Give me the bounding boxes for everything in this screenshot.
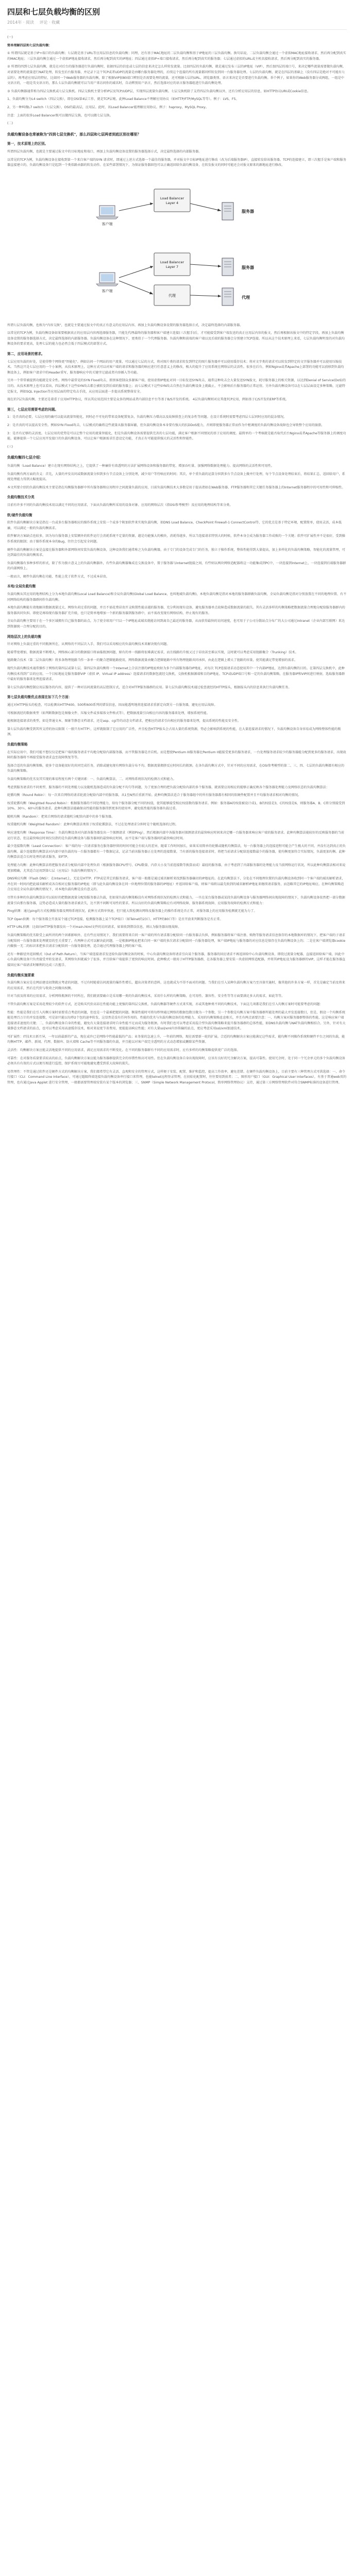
subheading: 软/硬件负载均衡 bbox=[7, 513, 32, 517]
article-title: 四层和七层负载均衡的区别 bbox=[7, 7, 100, 16]
paragraph: 负载均衡（Load Balance）建立在现有网络结构之上，它提供了一种廉价有效透明的方法扩展网络设备和服务器的带宽、增加吞吐量、加强网络数据处理能力、提高网络的灵活性和可用性。 bbox=[7, 464, 274, 468]
paragraph: 本地负载均衡能有效地解决数据流量过大、网络负荷过重的问题，并且不需花费昂贵开支购置性能卓越的服务器，充分利用现有设备，避免服务器单点故障造成数据流量的损失。其有灵活多样的均衡策略把数据流量合理地分配给服务器群内的服务器共同负担。即使是再给现有服务器扩充升级，也只是简单地增加一个新的服务器到服务群中，而不需改变现有网络结构、停止现有的服务。 bbox=[7, 606, 345, 615]
proxy-box-label: 代理 bbox=[168, 293, 176, 298]
subtitle: 简单理解四层和七层负载均衡： bbox=[7, 43, 52, 47]
paragraph: 软件负载均衡解决方案是指在一台或多台服务器相应的操作系统上安装一个或多个附加软件来实现负载均衡，如DNS Load Balance，CheckPoint Firewall-1 ConnectControl等，它的优点是基于特定环境，配置简单，使用灵活，成本低廉，可以满足一般的负载均衡需求。 bbox=[7, 521, 342, 530]
paragraph: 目前有许多不同的负载均衡技术用以满足不同的应用需求，下面从负载均衡所采用的设备对象、应用的网络层次（指OSI参考模型）及应用的地理结构等来分类。 bbox=[7, 503, 233, 507]
subheading: 本地/全局负载均衡 bbox=[7, 584, 36, 589]
paragraph: 随机均衡（Random）：把来自网络的请求随机分配给内部中的多个服务器。 bbox=[7, 815, 115, 819]
paragraph: 权重随机均衡（Weighted Random）：此种均衡算法类似于权重轮循算法，不过在处理请求分担时是个随机选择的过程。 bbox=[7, 823, 179, 827]
article-content bbox=[7, 35, 347, 1086]
server-icon bbox=[222, 288, 233, 306]
subheading: 第一，技术原理上的区别。 bbox=[7, 142, 48, 146]
paragraph: 考虑到服务请求的不同类型、服务器的不同处理能力以及随机选择造成的负载分配不均匀等问题，为了更加合理的把负载分配给内部的多个服务器，就需要应用相应的能够正确反映各个服务器处理能力及网络状态的负载均衡算法： bbox=[7, 785, 329, 789]
paragraph: 随着带宽增加，数据流量不断增大，网络核心部分的数据接口将面临瓶颈问题，原有的单一线路将很难满足需求，而且线路的升级又过于昂贵甚至难以实现，这时就可以考虑采用链路聚合（Trunking）技术。 bbox=[7, 650, 298, 654]
subheading: 第三，七层应用需要考虑的问题。 bbox=[7, 407, 58, 412]
paragraph: 以常见的TCP为例，负载均衡设备在接收到第一个来自客户端的SYN 请求时，即通过上述方式选择一个最佳的服务器，并对报文中目标IP地址进行修改（改为后端服务器IP），直接转发给该服务器。TCP的连接建立，即三次握手是客户端和服务器直接建立的，负载均衡设备只是起到一个类似路由器的转发动作。在某些部署情况下，为保证服务器回包可以正确返回给负载均衡设备，在转发报文的同时可能还会对报文原来的源地址进行修改。 bbox=[7, 158, 346, 167]
paragraph: 负载均衡策略的优劣除受上面所讲的两个因素影响外，在有些应用情况下，我们需要将来自同一客户端的所有请求都分配给同一台服务器去负担，例如服务器将客户端注册、购物等服务请求信息保存的本地数据库的情况下，把客户端的子请求分配给同一台服务器来处理就显的至关重要了。有两种方式可以解决此问题，一是根据IP地址把来自同一客户端的多次请求分配给同一台服务器处理，客户端IP地址与服务器的对应信息是保存在负载均衡设备上的；二是在客户端浏览器cookie内做独一无二的标识来把多次请求分配给同一台服务器处理，适合通过代理服务器上网的客户端。 bbox=[7, 933, 346, 948]
meta-date: 2014年 · 阅读 bbox=[7, 20, 34, 25]
laptop-icon bbox=[96, 273, 118, 286]
paragraph: 1：是否真的必要，七层应用的确可以提高流量智能化，同时必不可免的带来设备配置复杂，负载均衡压力增高以及故障排查上的复杂性等问题。在设计系统时需要考虑四层七层同时应用的混杂情况。 bbox=[7, 415, 287, 419]
article-meta bbox=[7, 20, 347, 25]
paragraph: 灵活性：均衡解决方案应能灵活地提供不同的应用需求，满足应用需求的不断变化。在不同的服务器群有不同的应用需求时，应有多样的均衡策略提供更广泛的选择。 bbox=[7, 1048, 240, 1053]
paragraph: 可扩展性：IT技术日新月异，一年以前最新的产品，现在或许已是网络中性能最低的产品；业务量的急速上升，一年前的网络，现在需要新一轮的扩展。合适的均衡解决方案应能满足这些需求，能均衡不同操作系统和硬件平台之间的负载，能均衡HTTP、邮件、新闻、代理、数据库、防火墙和 Cache等不同服务器的负载，并且能以对客户端完全透明的方式动态增加或删除某些资源。 bbox=[7, 1035, 345, 1044]
l7-diagram bbox=[7, 241, 347, 318]
paragraph: 负载均衡从其应用的地理结构上分为本地负载均衡(Local Load Balance)和全局负载均衡(Global Load Balance，也叫地域负载均衡)，本地负载均衡是指对本地的服务器群做负载均衡，全局负载均衡是指对分别放置在不同的地理位置、有不同网络结构的服务器群间作负载均衡。 bbox=[7, 592, 347, 602]
paragraph: 七层应用负载的好处，是使得整个网络更"智能化"。例如访问一个网站的用户流量，可以通过七层的方式，将对图片类的请求转发到特定的图片服务器并可以使用缓存技术；将对文字类的请求可以转发到特定的文字服务器并可以使用压缩技术。当然这只是七层应用的一个小案例，从技术原理上，这种方式可以对客户端的请求和服务器的响应进行任意意义上的修改，极大的提升了应用系统在网络层的灵活性。很多在后台，例如Nginx或者Apache上部署的功能可以前移到负载均衡设备上，例如客户请求中的Header重写，服务器响应中的关键字过滤或者内容插入等功能。 bbox=[7, 360, 344, 375]
paragraph: 1、负载均衡分为L4 switch（四层交换），即在OSI第4层工作，就是TCP层啦。此种Load Balance不理解应用协议（如HTTP/FTP/MySQL等等）。例子：LVS，F5。 bbox=[7, 97, 239, 101]
paragraph: 链路聚合技术（第二层负载均衡）将多条物理链路当作一条单一的聚合逻辑链路使用，网络数据流量由聚合逻辑链路中所有物理链路共同承担，由此在逻辑上增大了链路的容量，使其能满足带宽增加的需求。 bbox=[7, 658, 298, 663]
subheading: 负载均衡实施要素 bbox=[7, 973, 35, 977]
paragraph: 轮循均衡（Round Robin）：每一次来自网络的请求轮流分配给内部中的服务器，从1至N然后重新开始。此种均衡算法适合于服务器组中的所有服务器都有相同的软硬件配置并且平均服务请求相对均衡的情况。 bbox=[7, 793, 301, 798]
paragraph: 注意：上面的很多Load Balancer既可以做四层交换，也可以做七层交换。 bbox=[7, 113, 113, 117]
paragraph: DNS响应均衡（Flash DNS）：在Internet上，无论是HTTP、FTP或是其它的服务请求，客户端一般都是通过域名解析来找到服务器确切的IP地址的。在此均衡算法下，分处在不同地理位置的负载均衡设备收到同一个客户端的域名解析请求，并在同一时间内把此域名解析成各自相对应服务器的IP地址（即与此负载均衡设备在同一位地理位置的服务器的IP地址）并返回给客户端，则客户端将以最先收到的域名解析IP地址来继续请求服务，而忽略其它的IP地址响应。在种均衡策略适合应用在全局负载均衡的情况下，对本地负载均衡是没有意义的。 bbox=[7, 877, 345, 892]
paragraph: 针对当前及将来的应用需求，分析网络瓶颈的不同所在，我们就需要确立是采用哪一类的负载均衡技术，采用什么样的均衡策略，在可用性、兼容性、安全性等等方面要满足多大的需求，如此等等。 bbox=[7, 994, 285, 998]
paragraph: 可靠性：在对服务质量要求较高的站点，负载均衡解决方案应能为服务器群提供完全的容错性和高可用性。但在负载均衡设备自身出现故障时，应该有良好的冗余解决方案，提高可靠性。使用冗余时，处于同一个冗余单元的多个负载均衡设备必须具有有效的方式以便互相进行监控，保护系统尽可能地避免遭受到重大故障的损失。 bbox=[7, 1056, 345, 1066]
paragraph: 另外一个常常被提到功能就是安全性。网络中最常见的SYN Flood攻击，即黑客控制众多源客户端，使用虚假IP地址对同一目标发送SYN攻击，通常这种攻击会大量发送SYN报文，耗尽服务器上的相关资源，以达到Denial of Service(DoS)的目的。从技术原理上也可以看出，四层模式下这些SYN攻击都会被转发到后端的服务器上；而七层模式下这些SYN攻击自然在负载均衡设备上就截止，不会影响后台服务器的正常运营。另外负载均衡设备可以在七层层面设定多种策略，过滤特定报文，例如SQL Injection等应用层面的特定攻击手段，从应用层面进一步提高系统整体安全。 bbox=[7, 379, 346, 394]
load-balancer-box bbox=[154, 189, 190, 212]
paragraph: 硬件负载均衡解决方案是直接在服务器和外部网络间安装负载均衡设备，这种设备我们通常称之为负载均衡器，由于专门的设备完成专门的任务，独立于操作系统，整体性能得到大量提高，加上多样化的负载均衡策略，智能化的流量管理，可达到最佳的负载均衡需求。 bbox=[7, 548, 345, 557]
subheading: 负载均衡技术分类 bbox=[7, 495, 35, 500]
paragraph: ③ 负载均衡器通常称为四层交换机或七层交换机。四层交换机主要分析IP层及TCP/UDP层，实现四层流量负载均衡。七层交换机除了支持四层负载均衡以外，还有分析应用层的信息，如HTTP协议URI或Cookie信息。 bbox=[7, 89, 311, 93]
divider bbox=[7, 29, 347, 30]
client-label: 客户端 bbox=[102, 289, 112, 293]
server-icon bbox=[222, 202, 233, 220]
section-label: (三) bbox=[7, 445, 13, 449]
paragraph: 可根据流经的数据类型（如判断数据包是图像文件、压缩文件或多媒体文件格式等），把数据流量引向相应内容的服务器来处理，增加系统性能。 bbox=[7, 711, 210, 715]
paragraph: 现代负载均衡技术通常操作于网络的第四层或第七层。第四层负载均衡将一个Internet上合法注册的IP地址映射为多个内部服务器的IP地址，对每次 TCP连接请求动态使用其中一个内部IP地址，达到负载均衡的目的。在第四层交换机中，此种均衡技术得到广泛的应用，一个目标地址是服务器群VIP（虚拟 IP，Virtual IP address）连接请求的数据包流经交换机，交换机根据源端和目的IP地址、TCP或UDP端口号和一定的负载均衡策略，在服务器IP和VIP间进行映射，选取服务器群中最好的服务器来处理连接请求。 bbox=[7, 667, 345, 682]
meta-actions[interactable]: 评论 · 收藏 bbox=[39, 20, 60, 25]
paragraph: 所谓四层负载均衡，也就是主要通过报文中的目标地址和端口，再加上负载均衡设备设置的服务器选择方式，决定最终选择的内部服务器。 bbox=[7, 149, 202, 154]
client-label: 客户端 bbox=[102, 222, 112, 226]
subheading: 第七层负载均衡优点表现在如下几个方面： bbox=[7, 695, 72, 700]
paragraph: 软件解决方案缺点也较多，因为每台服务器上安装额外的软件运行会消耗系统不定量的资源，越是功能强大的模块，消耗得越多，所以当连接请求特别大的时候，软件本身会成为服务器工作成败的一个关键；软件可扩展性并不是很好，受到操作系统的限制；由于操作系统本身的Bug，往往会引起安全问题。 bbox=[7, 534, 345, 544]
paragraph: 第七层负载均衡受到其所支持的协议限制（一般只有HTTP），这样就限制了它应用的广泛性，并且检查HTTP报头会占用大量的系统资源，势必会影响到系统的性能，在大量连接请求的情况下，负载均衡设备自身容易成为网络整体性能的瓶颈。 bbox=[7, 727, 341, 737]
paragraph: 负载均衡有两方面的含义：首先，大量的并发访问或数据流量分担到多台节点设备上分别处理，减少用户等待响应的时间；其次，单个重负载的运算分担到多台节点设备上做并行处理，每个节点设备处理结束后，将结果汇总，返回给用户，系统处理能力得到大幅度提高。 bbox=[7, 472, 345, 482]
paragraph: 负载均衡器有多种多样的形式，除了作为独立意义上的负载均衡器外，有些负载均衡器集成在交换设备中，置于服务器与Internet链接之间，有些则以两块网络适配器将这一功能集成到PC中，一块连接到Internet上，一块连接到后端服务器群的内部网络上。 bbox=[7, 561, 346, 571]
paragraph: 易管理性：不管是通过软件还是硬件方式的均衡解决方案，我们都希望它有灵活、直观和安全的管理方式，这样便于安装、配置、维护和监控，提高工作效率，避免差错。在硬件负载均衡设备上，目前主要有三种管理方式可供选择：一、命令行接口（CLI：Command Line Interface），可通过超级终端连接负载均衡设备串行接口来管理，也能telnet远程登录管理，在初始化配置时，往往要用到前者；二、图形用户接口（GUI：Graphical User Interfaces），有基于普通web页的管理，也有通过Java Applet 进行安全管理，一般都需要管理端安装有某个版本的浏览器；三、SNMP（Simple Network Management Protocol，简单网络管理协议）支持，通过第三方网络管理软件对符合SNMP标准的设备进行管理。 bbox=[7, 1070, 347, 1085]
server-icon bbox=[222, 258, 233, 276]
paragraph: 性能：性能是我们在引入均衡方案时需要重点考虑的问题，但也是一个最难把握的问题。衡量性能时可将每秒钟通过网络的数据包数目做为一个参数，另一个参数是均衡方案中服务器群所能处理的最大并发连接数目，但是，假设一个均衡系统能处理百万计的并发连接数，可是却只能以每秒2个包的速率转发，这显然是没有任何作用的。性能的优劣与负载均衡设备的处理能力、采用的均衡策略息息相关，并且有两点需要注意：一、均衡方案对服务器群整体的性能，这是响应客户端连接请求速度的关键；二、负载均衡设备自身的性能，避免有大量连接请求时自身性能不足而成为服务瓶颈。有时我们也可以考虑采用混合型负载均衡策略来提升服务器群的总体性能，如DNS负载均衡与NAT负载均衡相结合。另外，针对有大量静态文档请求的站点，也可以考虑采用高速缓存技术，相对来说更节省费用，更能提高响应性能；对有大量ssl/xml内容传输的站点，更应考虑采用ssl/xml加速技术。 bbox=[7, 1010, 346, 1031]
paragraph: 权重轮循均衡（Weighted Round Robin）：根据服务器的不同处理能力，给每个服务器分配不同的权值，使其能够接受相应权值数的服务请求。例如：服务器A的权值被设计成1，B的权值是3，C的权值是6，则服务器A、B、C将分别接受到10%、30％、60％的服务请求。此种均衡算法能确保高性能的服务器得到更多的使用率，避免低性能的服务器负载过重。 bbox=[7, 801, 345, 811]
paragraph: HTTP URL侦测：比如向HTTP服务器发出一个对main.html文件的访问请求，如果收到错误信息，则认为服务器出现故障。 bbox=[7, 925, 181, 929]
paragraph: 一般而言，硬件负载均衡在功能、性能上优于软件方式，不过成本昂贵。 bbox=[7, 574, 109, 579]
paragraph: 不管负载均衡方案是采用花费较少的软件方式，还是购买代价高昂在性能功能上更强的第四层交换机、负载均衡器等硬件方式来实现，亦或其他种类不同的均衡技术，下面这几项都是我们在引入均衡方案时可能要考虑的问题： bbox=[7, 1002, 323, 1006]
paragraph: 现在的7层负载均衡，主要还是着重于应用HTTP协议，所以其应用范围主要是众多的网站或者内部信息平台等基于B/S开发的系统。 4层负载均衡则对应其他TCP应用，例如基于C/S开发的ERP等系统。 bbox=[7, 398, 289, 402]
section-label: (一) bbox=[7, 36, 13, 39]
paragraph: 通过对HTTP报头的检查，可以检测出HTTP400、500和600系列的错误信息，因而能透明地将连接请求重新定向到另一台服务器，避免应用层故障。 bbox=[7, 703, 217, 707]
subheading: 网络层次上的负载均衡 bbox=[7, 634, 41, 639]
paragraph: 第七层负载均衡控制应用层服务的内容，提供了一种对访问流量的高层控制方式，适合对HTTP服务器群的应用。第七层负载均衡技术通过检查流经的HTTP报头，根据报头内的信息来执行负载均衡任务。 bbox=[7, 685, 292, 689]
load-balancer-box bbox=[154, 253, 190, 276]
proxy-box bbox=[154, 285, 190, 306]
paragraph: 处理能力均衡：此种均衡算法将把服务请求分配给内部中处理负荷（根据服务器CPU型号、CPU数量、内存大小及当前连接数等换算而成）最轻的服务器，由于考虑到了内部服务器的处理能力及当前网络运行状况，所以此种均衡算法相对来说更加精确，尤其适合运用到第七层（应用层）负载均衡的情况下。 bbox=[7, 863, 346, 873]
paragraph: TCP Open侦测：每个服务都会开放某个通过TCP连接，检测服务器上某个TCP端口（如Telnet的23口，HTTP的80口等）是否开放来判断服务是否正常。 bbox=[7, 917, 223, 921]
paragraph: 全局负载均衡主要用于在一个多区域拥有自己服务器的站点，为了使全球用户只以一个IP地址或域名就能访问到离自己最近的服务器，从而获得最快的访问速度，也可用于子公司分散站点分布广的大公司通过Intranet（企业内部互联网）来达到资源统一合理分配的目的。 bbox=[7, 619, 345, 629]
paragraph: 响应速度均衡（Response Time）：负载均衡设备对内部各服务器发出一个探测请求（例如Ping），然后根据内部中各服务器对探测请求的最快响应时间来决定哪一台服务器来响应客户端的服务请求。此种均衡算法能较好的反映服务器的当前运行状态，但这最快响应时间仅仅指的是负载均衡设备与服务器间的最快响应时间，而不是客户端与服务器间的最快响应时间。 bbox=[7, 831, 344, 840]
paragraph: 所谓七层负载均衡，也称为"内容交换"，也就是主要通过报文中的真正有意义的应用层内容，再加上负载均衡设备设置的服务器选择方式，决定最终选择的内部服务器。 bbox=[7, 323, 243, 327]
paragraph: 最少连接数均衡（Least Connection）：客户端的每一次请求服务在服务器停留的时间可能会有较大的差异，随着工作时间加长，如果采用简单的轮循或随机均衡算法，每一台服务器上的连接进程可能会产生极大的不同，并没有达到真正的负载均衡。最少连接数均衡算法对内部中需负载的每一台服务器都有一个数据记录，记录当前该服务器正在处理的连接数量，当有新的服务连接请求时，将把当前请求分配给连接数最少的服务器，使均衡更加符合实际情况，负载更加均衡。此种均衡算法适合长时处理的请求服务，如FTP。 bbox=[7, 844, 346, 859]
paragraph: 2、另一种叫做L7 switch（七层交换），OSI的最高层，应用层。此时，该Load Balancer能理解应用协议。例子：haproxy，MySQL Proxy。 bbox=[7, 105, 209, 109]
paragraph: 在实际应用中，我们可能不想仅仅是把客户端的服务请求平均地分配给内部服务器，而不管服务器是否宕机。而是想使Pentium III服务器比Pentium II能接受更多的服务请求，一台处理服务请求较少的服务器能分配到更多的服务请求，出现故障的服务器将不再接受服务请求直至故障恢复等等。 bbox=[7, 750, 346, 760]
paragraph: 负载均衡策略的优劣及其实现的难易程度有两个关键因素：一、负载均衡算法，二、对网络系统状况的检测方式和能力。 bbox=[7, 777, 176, 781]
l4-diagram bbox=[7, 174, 347, 235]
paragraph: ② 所谓的四到七层负载均衡，就是在对后台的服务器进行负载均衡时，依据四层的信息或七层的信息来决定怎么样转发流量。比如四层的负载均衡，就是通过发布三层的IP地址（VIP），然后加四层的端口号，来决定哪些流量需要做负载均衡，对需要处理的流量进行NAT处理，转发至后台服务器，并记录下这个TCP或者UDP的流量是由哪台服务器处理的，后续这个连接的所有流量都同样转发到同一台服务器处理。七层的负载均衡，就是在四层的基础上（没有四层是绝对不可能有七层的），再考虑应用层的特征，比如同一个Web服务器的负载均衡，除了根据VIP加80端口辨别是否需要处理的流量，还可根据七层的URL、浏览器类别、语言来决定是否要进行负载均衡。举个例子，如果你的Web服务器分成两组，一组是中文语言的，一组是英文语言的，那么七层负载均衡就可以当用户来访问你的域名时，自动辨别用户语言，然后选择对应的语言服务器组进行负载均衡处理。 bbox=[7, 65, 346, 86]
l7-diagram-svg bbox=[92, 241, 262, 318]
paragraph: 针对网络上负载过重的不同瓶颈所在，从网络的不同层次入手，我们可以采用相应的负载均衡技术来解决现有问题。 bbox=[7, 642, 170, 647]
subheading: 负载均衡策略 bbox=[7, 742, 28, 747]
section-heading: 负载均衡设备也常被称为"四到七层交换机"，那么四层和七层两者到底区别在哪里？ bbox=[7, 132, 141, 137]
subheading: 第二，应用场景的需求。 bbox=[7, 352, 45, 357]
server-label: 服务器 bbox=[241, 265, 254, 270]
server-label: 服务器 bbox=[241, 209, 254, 214]
paragraph: 还有一种路径外返回模式（Out of Path Return），当客户端连接请求发送给负载均衡设备的时候，中心负载均衡设备将请求引向某个服务器，服务器的回应请求不再返回给中心负载均衡设备，即绕过流量分配器，直接返回给客户端，因此中心负载均衡设备只负责接受并转发请求，其网络负担就减少了很多，并且给客户端提供了更快的响应时间。此种模式一般用于HTTP服务器群，在各服务器上要安装一块虚拟网络适配器，并将其IP地址设为服务器群的VIP，这样才能在服务器直接回应客户端请求时顺利的达成三次握手。 bbox=[7, 952, 346, 967]
lb-label: Load Balancer Layer 7 bbox=[160, 260, 184, 269]
lb-label: Load Balancer Layer 4 bbox=[160, 196, 184, 205]
section-label: (二) bbox=[7, 122, 13, 126]
paragraph: 3：是否有足够的灵活度。七层应用的优势是可以让整个应用的流量智能化，但是负载均衡设备需要提供完善的七层功能，满足客户根据不同情况的基于应用的调度。最简单的一个考核就是能否取代后台Nginx或者Apache等服务器上的调度功能。能够提供一个七层应用开发接口的负载均衡设备，可以让客户根据需求任意设定功能，才真正有可能提供强大的灵活性和智能性。 bbox=[7, 431, 346, 441]
paragraph: 选择合适的负载均衡策略，使多个设备能很好的共同完成任务，消除或避免现有网络负载分布不均、数据流量拥挤反应时间长的瓶颈。在各负载均衡方式中，针对不同的应用需求，在OSI参考模型的第二、三、四、七层的负载均衡都有相应的负载均衡策略。 bbox=[7, 764, 345, 773]
section-heading: 负载均衡四七层介绍： bbox=[7, 455, 43, 460]
laptop-icon bbox=[96, 206, 118, 219]
l4-diagram-svg bbox=[92, 174, 262, 235]
paragraph: Ping侦测：通过ping的方式检测服务器及网络系统状况，此种方式简单快速，但只能大致检测出网络及服务器上的操作系统是否正常，对服务器上的应用服务检测就无能为力了。 bbox=[7, 909, 257, 913]
paragraph: 能根据连接请求的类型，如是普通文本、图象等静态文档请求，还是asp、cgi等的动态文档请求，把相应的请求引向相应的服务器来处理，提高系统的性能及安全性。 bbox=[7, 719, 241, 723]
paragraph: 2：是否真的可以提高安全性。例如SYN Flood攻击，七层模式的确将这些流量从服务器屏蔽，但负载均衡设备本身要有强大的抗DDoS能力，否则即使服务器正常而作为中枢调度的负载均衡设备故障也会导致整个应用的崩溃。 bbox=[7, 423, 325, 427]
paragraph: ① 所谓四层就是基于IP+端口的负载均衡；七层就是基于URL等应用层信息的负载均衡；同理，还有基于MAC地址的二层负载均衡和基于IP地址的三层负载均衡。换句话说，二层负载均衡会通过一个虚拟MAC地址接收请求，然后再分配到真实的MAC地址；三层负载均衡会通过一个虚拟IP地址接收请求，然后再分配到真实的IP地址；四层通过虚拟IP+端口接收请求，然后再分配到真实的服务器；七层通过虚拟的URL或主机名接收请求，然后再分配到真实的服务器。 bbox=[7, 52, 346, 61]
paragraph: 以常见的TCP为例，负载均衡设备如果要根据真正的应用层内容再选择服务器，只能先代理最终的服务器和客户端建立连接(三次握手)后，才可能接受到客户端发送的真正应用层内容的报文，然后再根据该报文中的特定字段，再加上负载均衡设备设置的服务器选择方式，决定最终选择的内部服务器。负载均衡设备在这种情况下，更类似于一个代理服务器。负载均衡和前端的客户端以及后端的服务器会分别建立TCP连接。所以从这个技术原理上来看，七层负载均衡明显的对负载均衡设备的要求更高，处理七层的能力也必然会低于四层模式的部署方式。 bbox=[7, 331, 345, 346]
paragraph: 本文所要介绍的负载均衡技术主要是指在均衡服务器群中所有服务器和应用程序之间流量负载的应用，目前负载均衡技术大多数是用于提高诸如在Web服务器、FTP服务器和其它关键任务服务器上的Internet服务器程序的可用性和可伸缩性。 bbox=[7, 485, 345, 489]
paragraph: 尽管有多种的负载均衡算法可以较好的把数据流量分配给服务器去负载，但如果负载均衡策略没有对网络系统状况的检测方式和能力，一旦在某台服务器或某段负载均衡设备与服务器网络间出现故障的情况下，负载均衡设备依然把一部分数据流量引向那台服务器，这势必造成大量的服务请求被丢失，达不到不间断可用性的要求。所以良好的负载均衡策略应有对网络故障、服务器系统故障、应用服务故障的检测方式和能力： bbox=[7, 896, 345, 905]
paragraph: 负载均衡方案应是在网站建设初期就应考虑的问题，不过有时随着访问流量的爆炸性增长，超出决策者的意料，这也就成为不得不面对的问题。当我们在引入某种负载均衡方案乃至具体实施时，像其他的许多方案一样，首先是确定当前及将来的应用需求，然后在代价与收效之间做出权衡。 bbox=[7, 981, 345, 990]
proxy-label: 代理 bbox=[241, 295, 250, 300]
